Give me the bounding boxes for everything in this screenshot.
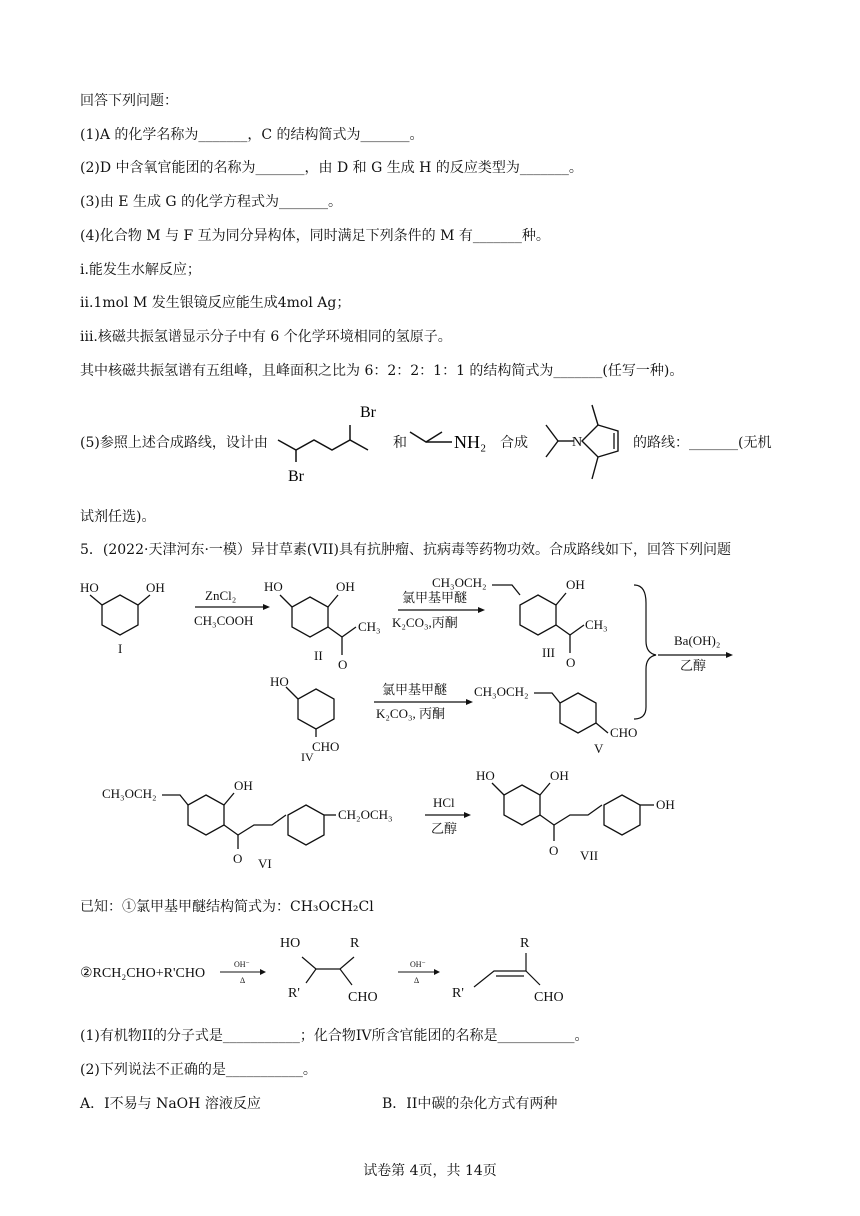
- q4-part5-and: 和: [393, 435, 407, 451]
- svg-text:乙醇: 乙醇: [431, 821, 458, 836]
- svg-text:R: R: [520, 936, 530, 951]
- svg-text:Δ: Δ: [414, 976, 420, 985]
- svg-text:OH: OH: [550, 768, 569, 783]
- q5-option-a: A．I不易与 NaOH 溶液反应: [80, 1096, 261, 1112]
- svg-text:HO: HO: [476, 768, 495, 783]
- svg-text:OH: OH: [566, 577, 585, 592]
- q4-intro: 回答下列问题：: [80, 93, 178, 109]
- q4-part3: (3)由 E 生成 G 的化学方程式为_______。: [80, 194, 343, 210]
- svg-text:Δ: Δ: [240, 976, 246, 985]
- svg-text:氯甲基甲醚: 氯甲基甲醚: [382, 682, 448, 697]
- svg-text:②RCH₂CHO+R'CHO: ②RCH₂CHO+R'CHO: [80, 966, 206, 981]
- svg-text:O: O: [549, 843, 559, 858]
- q4-part5-lead: (5)参照上述合成路线，设计由: [80, 435, 268, 451]
- svg-text:R: R: [350, 936, 360, 951]
- svg-text:CH₂OCH₃: CH₂OCH₃: [338, 807, 393, 822]
- svg-text:HO: HO: [270, 674, 289, 689]
- svg-text:ZnCl₂: ZnCl₂: [205, 588, 237, 603]
- svg-text:Ba(OH)₂: Ba(OH)₂: [674, 633, 721, 648]
- svg-text:CHO: CHO: [534, 990, 564, 1005]
- svg-text:CH₃OCH₂: CH₃OCH₂: [432, 575, 487, 590]
- svg-text:CH₃: CH₃: [358, 619, 381, 634]
- q5-option-b: B．II中碳的杂化方式有两种: [382, 1096, 558, 1112]
- br-label-bottom: Br: [288, 468, 304, 485]
- compound-IV: [270, 674, 339, 764]
- svg-text:OH: OH: [234, 778, 253, 793]
- svg-text:OH: OH: [336, 579, 355, 594]
- svg-text:I: I: [118, 641, 123, 656]
- svg-text:OH⁻: OH⁻: [410, 960, 426, 969]
- svg-text:CH₃: CH₃: [585, 617, 608, 632]
- svg-text:O: O: [338, 657, 348, 672]
- q4-condition-3: iii.核磁共振氢谱显示分子中有 6 个化学环境相同的氢原子。: [80, 329, 452, 345]
- compound-I: [80, 580, 165, 656]
- svg-text:CH₃OCH₂: CH₃OCH₂: [474, 684, 529, 699]
- svg-text:R': R': [288, 986, 300, 1001]
- aldol-reaction: [80, 925, 600, 1015]
- q4-part5-tail: 试剂任选)。: [80, 509, 156, 525]
- svg-text:CHO: CHO: [610, 725, 638, 740]
- compound-III: [432, 575, 608, 670]
- svg-text:HO: HO: [280, 936, 301, 951]
- q4-part5-synth: 合成: [500, 435, 528, 451]
- q5-sub2: (2)下列说法不正确的是___________。: [80, 1062, 317, 1078]
- page-footer: 试卷第 4页，共 14页: [363, 1163, 497, 1179]
- q4-part4-followup: 其中核磁共振氢谱有五组峰，且峰面积之比为 6：2：2：1：1 的结构简式为_______(任写一种)。: [80, 363, 684, 379]
- compound-II: [264, 579, 381, 672]
- svg-text:HO: HO: [80, 580, 99, 595]
- nh2-label: NH₂: [454, 432, 487, 452]
- chloromethyl-methyl-ether-formula: CH₃OCH₂Cl: [290, 899, 374, 915]
- n-label: N: [572, 435, 583, 450]
- svg-text:K₂CO₃, 丙酮: K₂CO₃, 丙酮: [376, 706, 446, 721]
- svg-text:CH₃COOH: CH₃COOH: [194, 613, 254, 628]
- synthesis-scheme: [80, 565, 780, 885]
- known-1: 已知：①氯甲基甲醚结构简式为：CH₃OCH₂Cl: [80, 899, 374, 915]
- q4-part4: (4)化合物 M 与 F 互为同分异构体，同时满足下列条件的 M 有_______种。: [80, 228, 550, 244]
- svg-text:IV: IV: [301, 750, 314, 764]
- svg-text:CHO: CHO: [348, 990, 378, 1005]
- dibromide-structure: [270, 395, 390, 490]
- q4-condition-1: i.能发生水解反应；: [80, 262, 201, 278]
- svg-text:O: O: [233, 851, 243, 866]
- br-label-top: Br: [360, 404, 376, 421]
- svg-text:氯甲基甲醚: 氯甲基甲醚: [402, 590, 468, 605]
- q4-part2: (2)D 中含氧官能团的名称为_______，由 D 和 G 生成 H 的反应类型为_______。: [80, 160, 583, 176]
- svg-text:R': R': [452, 986, 464, 1001]
- svg-text:K₂CO₃,丙酮: K₂CO₃,丙酮: [392, 615, 458, 630]
- svg-text:OH⁻: OH⁻: [234, 960, 250, 969]
- svg-text:V: V: [594, 741, 604, 756]
- q5-title: 5．(2022·天津河东·一模）异甘草素(VII)具有抗肿瘤、抗病毒等药物功效。合成路线如下，回答下列问题: [80, 542, 731, 558]
- svg-text:HO: HO: [264, 579, 283, 594]
- compound-VI: [102, 778, 393, 871]
- compound-VII: [476, 768, 675, 863]
- q4-part5-route: 的路线：_______(无机: [633, 435, 772, 451]
- svg-text:CHO: CHO: [312, 739, 340, 754]
- q5-sub1: (1)有机物II的分子式是___________；化合物IV所含官能团的名称是___________。: [80, 1028, 589, 1044]
- svg-text:CH₃OCH₂: CH₃OCH₂: [102, 786, 157, 801]
- svg-text:HCl: HCl: [433, 795, 455, 810]
- svg-text:OH: OH: [656, 797, 675, 812]
- q4-condition-2: ii.1mol M 发生银镜反应能生成4mol Ag；: [80, 295, 351, 311]
- pyrrole-product-structure: [536, 395, 631, 490]
- q4-part1: (1)A 的化学名称为_______，C 的结构简式为_______。: [80, 127, 424, 143]
- svg-text:VII: VII: [580, 848, 599, 863]
- svg-text:II: II: [314, 648, 323, 663]
- svg-text:乙醇: 乙醇: [680, 658, 707, 673]
- svg-text:O: O: [566, 655, 576, 670]
- compound-V: [474, 684, 637, 756]
- svg-text:III: III: [542, 645, 555, 660]
- isopropylamine-structure: [408, 420, 503, 460]
- svg-text:OH: OH: [146, 580, 165, 595]
- svg-text:VI: VI: [258, 856, 272, 871]
